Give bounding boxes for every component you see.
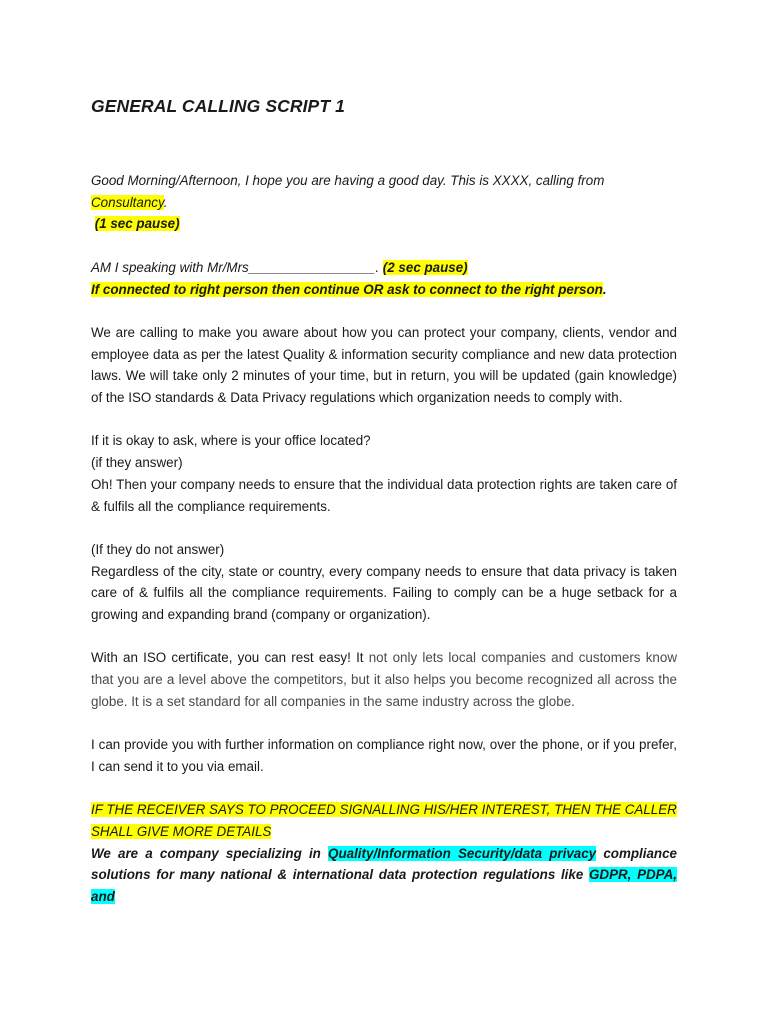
intro-paragraph: We are calling to make you aware about how you can protect your company, clients, vendor and employee data as per the latest Quality & information security compliance and new data protection laws. We will take only 2 minutes of your time, but in return, you will be updated (gain knowledge) of the ISO standards & Data Privacy regulations which organization needs to comply with. — [91, 324, 677, 405]
pause-note-1: (1 sec pause) — [94, 216, 180, 232]
iso-paragraph — [91, 647, 677, 712]
office-paragraph — [91, 430, 677, 517]
details-highlight-regulations: GDPR, PDPA, and — [91, 867, 677, 905]
if-no-answer-note: (If they do not answer) — [91, 541, 225, 557]
document-body — [91, 93, 677, 908]
details-text-a: We are a company specializing in — [91, 845, 329, 861]
details-paragraph — [91, 843, 677, 908]
if-answer-note: (if they answer) — [91, 455, 183, 471]
receiver-note: IF THE RECEIVER SAYS TO PROCEED SIGNALLING HIS/HER INTEREST, THEN THE CALLER SHALL GIVE MORE DETAILS — [91, 802, 677, 839]
iso-lead: With an ISO certificate, you can rest easy! It — [91, 650, 364, 666]
greeting-company: Consultancy — [91, 194, 164, 210]
details-text-b: compliance solutions for many national & international data protection regulations like — [91, 845, 677, 883]
no-answer-paragraph — [91, 539, 677, 626]
details-highlight-services: Quality/Information Security/data privacy — [328, 845, 597, 861]
connect-end: . — [602, 281, 607, 297]
pause-note-2: (2 sec pause) — [382, 259, 468, 275]
speaking-text: AM I speaking with Mr/Mrs_________________. — [91, 259, 383, 275]
greeting-text: Good Morning/Afternoon, I hope you are having a good day. This is XXXX, calling from — [91, 173, 605, 188]
greeting-paragraph — [91, 170, 677, 235]
connect-note: If connected to right person then continue OR ask to connect to the right person — [91, 281, 603, 297]
document-title: GENERAL CALLING SCRIPT 1 — [91, 96, 345, 116]
iso-rest: not only lets local companies and customers know that you are a level above the competitors, but it also helps you become recognized all across the globe. It is a set standard for all companies in the same industry across the globe. — [91, 650, 677, 709]
provide-info-paragraph: I can provide you with further information on compliance right now, over the phone, or if you prefer, I can send it to you via email. — [91, 737, 677, 774]
receiver-note-paragraph — [91, 799, 677, 842]
speaking-paragraph — [91, 257, 677, 300]
no-answer-response: Regardless of the city, state or country, every company needs to ensure that data privacy is taken care of & fulfils all the compliance requirements. Failing to comply can be a huge setback for a growing and expanding brand (company or organization). — [91, 563, 677, 622]
greeting-end: . — [163, 194, 168, 210]
answer-response: Oh! Then your company needs to ensure that the individual data protection rights are taken care of & fulfils all the compliance requirements. — [91, 476, 677, 514]
office-question: If it is okay to ask, where is your office located? — [91, 433, 371, 449]
